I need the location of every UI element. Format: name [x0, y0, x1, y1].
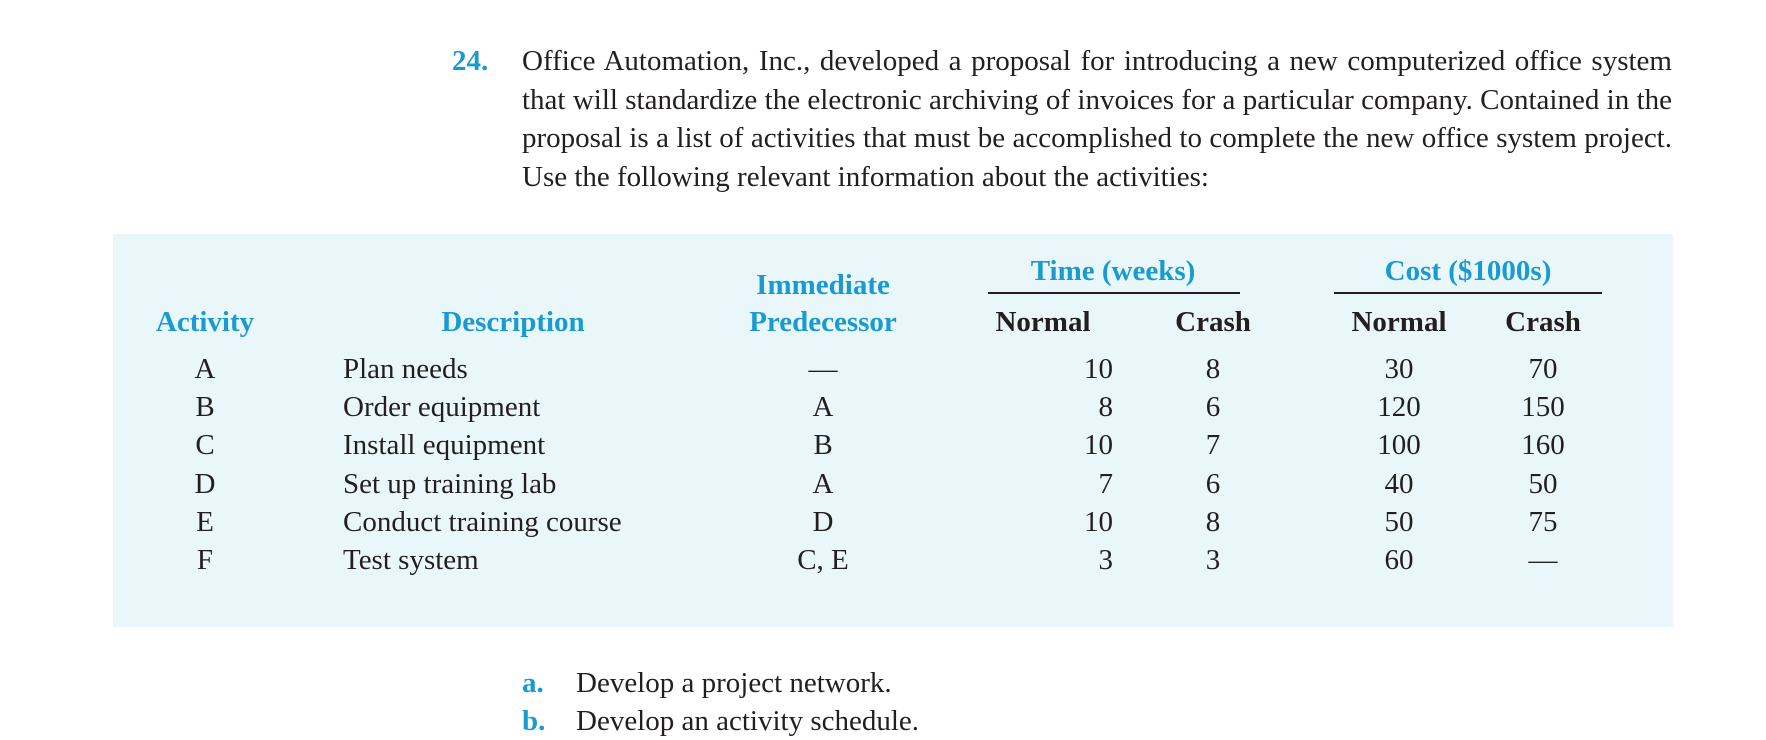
cost-normal-cell: 120: [1377, 391, 1421, 424]
activity-cell: F: [196, 544, 214, 576]
time-normal-header: Normal: [995, 306, 1091, 338]
cost-crash-cell: 150: [1521, 391, 1565, 424]
predecessor-cell: B: [813, 429, 833, 462]
cost-crash-cell: —: [1528, 544, 1558, 576]
predecessor-header-line1: Immediate: [756, 269, 890, 301]
predecessor-cell: A: [812, 467, 834, 500]
cost-crash-cell: 70: [1528, 353, 1558, 385]
time-crash-cell: 7: [1205, 429, 1221, 462]
description-cell: Conduct training course: [343, 505, 622, 538]
time-normal-cell: 10: [1084, 505, 1113, 538]
cost-group-header: Cost ($1000s): [1384, 255, 1552, 287]
cost-normal-cell: 60: [1384, 544, 1414, 576]
description-cell: Set up training lab: [343, 467, 557, 500]
time-normal-cell: 8: [1098, 391, 1113, 424]
activity-cell: E: [196, 505, 214, 538]
cost-crash-cell: 75: [1528, 505, 1558, 538]
time-group-header: Time (weeks): [1030, 255, 1196, 287]
activity-cell: C: [195, 429, 215, 462]
time-crash-cell: 3: [1205, 544, 1221, 576]
part-text: Develop a project network.: [576, 667, 892, 699]
predecessor-cell: D: [812, 505, 834, 538]
time-normal-cell: 7: [1098, 467, 1113, 500]
problem-number: 24.: [452, 45, 489, 77]
part-letter: a.: [522, 667, 544, 699]
time-crash-header: Crash: [1175, 306, 1251, 338]
activity-cell: B: [195, 391, 215, 424]
activity-table: [113, 234, 1673, 627]
cost-normal-cell: 30: [1384, 353, 1414, 385]
time-crash-cell: 8: [1205, 353, 1221, 385]
activity-cell: A: [194, 353, 216, 385]
description-cell: Order equipment: [343, 391, 541, 424]
description-header: Description: [441, 306, 585, 338]
time-normal-cell: 10: [1084, 353, 1113, 385]
description-cell: Install equipment: [343, 429, 546, 462]
predecessor-header-line2: Predecessor: [749, 306, 897, 338]
time-crash-cell: 8: [1205, 505, 1221, 538]
description-cell: Test system: [343, 544, 479, 576]
time-crash-cell: 6: [1205, 467, 1221, 500]
problem-statement: Office Automation, Inc., developed a proposal for introducing a new computerized office system that will standardize the electronic archiving of invoices for a particular company. Contained in the proposal is a list of activities that must be accomplished to complete the new office system project. Use the following relevant information about the activities:: [522, 45, 1672, 193]
predecessor-cell: C, E: [797, 544, 849, 576]
predecessor-cell: A: [812, 391, 834, 424]
time-crash-cell: 6: [1205, 391, 1221, 424]
cost-group-rule: [1334, 292, 1602, 294]
description-cell: Plan needs: [343, 353, 468, 385]
cost-normal-cell: 100: [1377, 429, 1421, 462]
time-normal-cell: 10: [1084, 429, 1113, 462]
cost-normal-header: Normal: [1351, 306, 1447, 338]
activity-header: Activity: [155, 306, 255, 338]
cost-normal-cell: 40: [1384, 467, 1414, 500]
cost-normal-cell: 50: [1384, 505, 1414, 538]
part-letter: b.: [522, 705, 546, 737]
part-text: Develop an activity schedule.: [576, 705, 920, 737]
activity-cell: D: [194, 467, 216, 500]
time-normal-cell: 3: [1098, 544, 1113, 576]
cost-crash-cell: 160: [1521, 429, 1565, 462]
predecessor-cell: —: [808, 353, 838, 385]
cost-crash-cell: 50: [1528, 467, 1558, 500]
cost-crash-header: Crash: [1505, 306, 1581, 338]
time-group-rule: [988, 292, 1240, 294]
